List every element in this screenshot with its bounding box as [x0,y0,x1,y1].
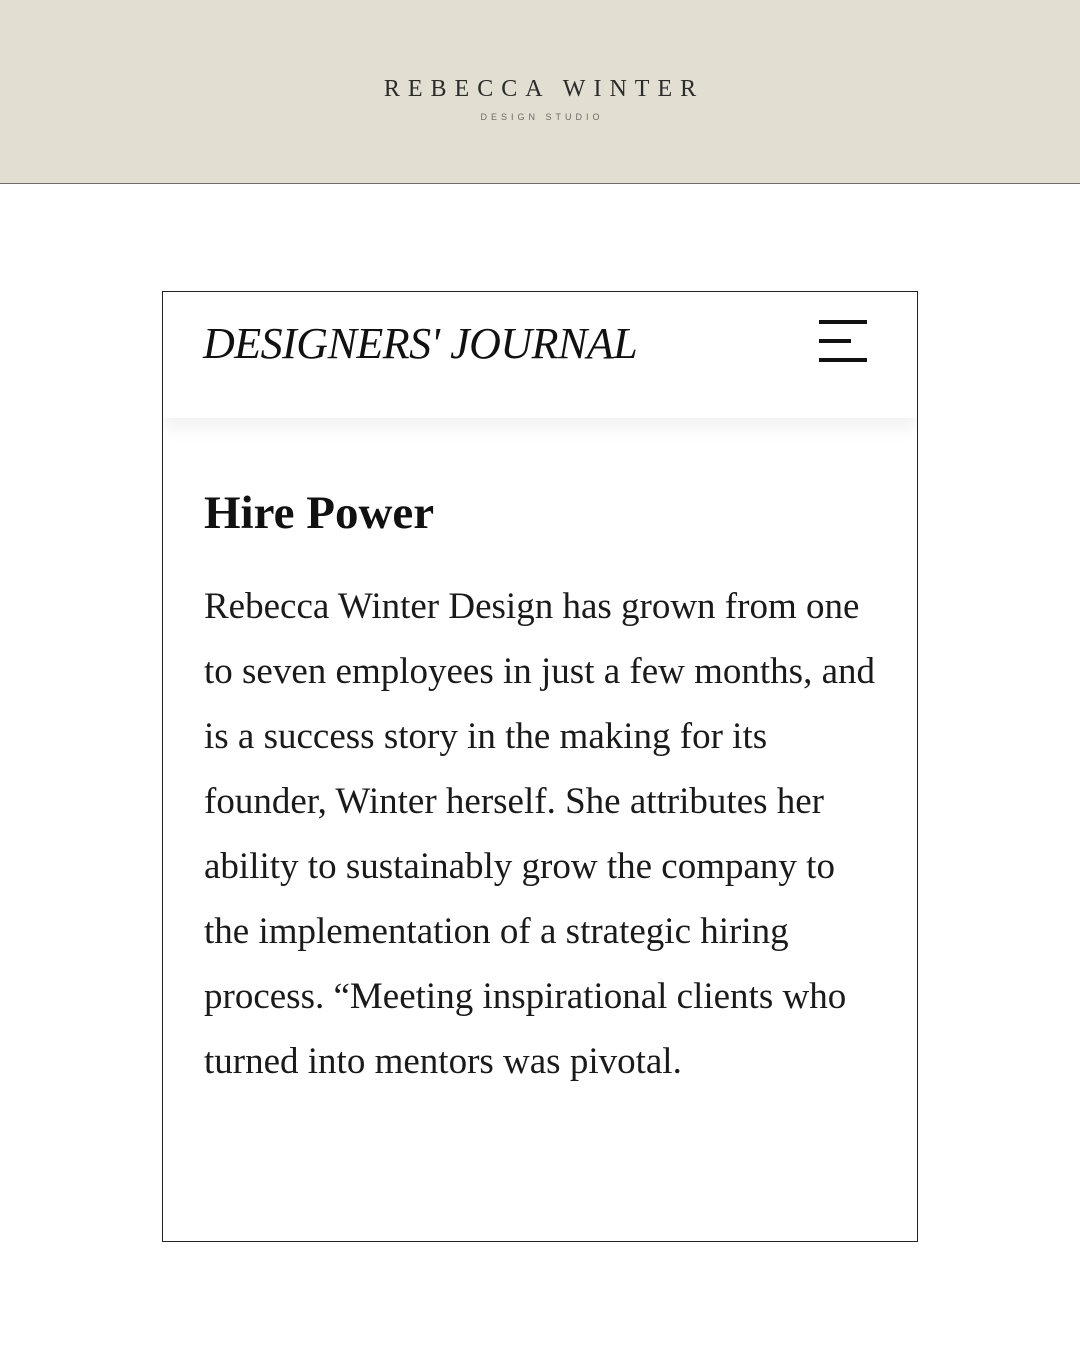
article-body: Rebecca Winter Design has grown from one to seven employees in just a few months, and is a success story in the making for its founder, Winter herself. She attributes her ability to sustainably grow the company to the implementation of a strategic hiring process. “Meeting inspirational clients who turned into mentors was pivotal. [204,585,876,1082]
hamburger-menu-icon[interactable] [819,318,871,364]
menu-icon-bar [819,320,867,324]
menu-icon-bar [819,358,867,362]
brand-subtitle: DESIGN STUDIO [480,112,604,122]
brand-name: REBECCA WINTER [383,76,705,102]
article [204,488,884,1094]
brand-header [0,0,1080,184]
menu-icon-bar [819,339,851,343]
journal-nav-bar [163,292,917,418]
journal-page-frame [162,291,918,1242]
article-title: Hire Power [204,487,435,539]
journal-title[interactable]: DESIGNERS' JOURNAL [203,319,638,368]
